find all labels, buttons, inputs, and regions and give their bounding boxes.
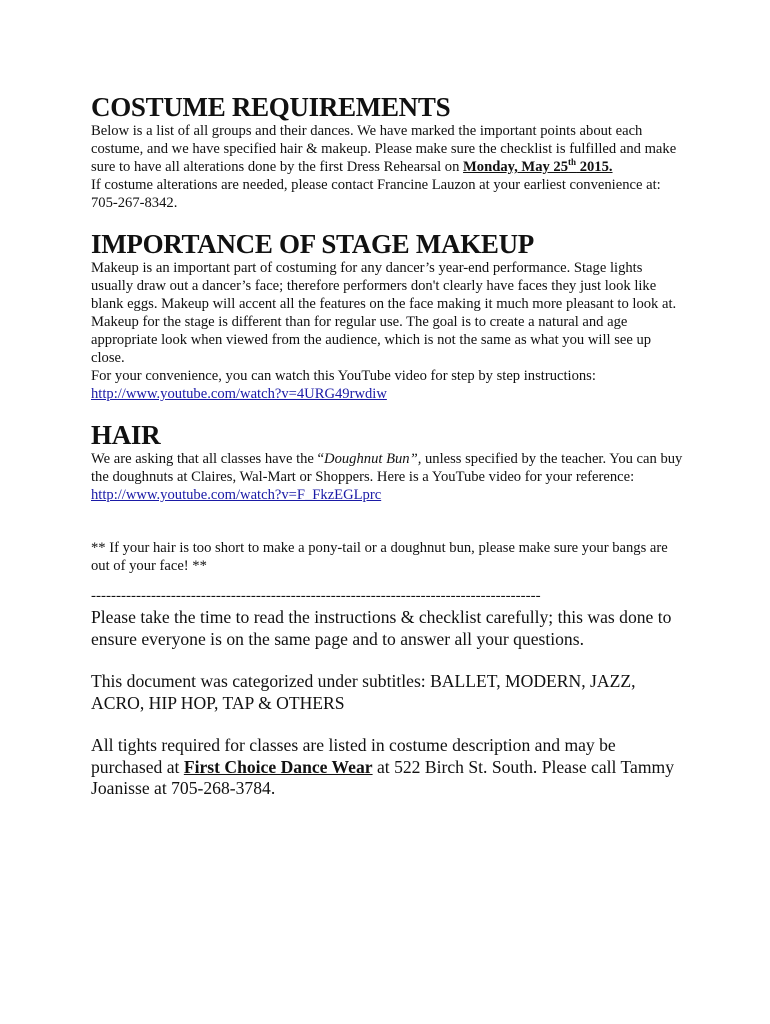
makeup-video-link[interactable]: http://www.youtube.com/watch?v=4URG49rwdiw bbox=[91, 386, 387, 402]
makeup-section bbox=[91, 229, 687, 403]
makeup-heading: IMPORTANCE OF STAGE MAKEUP bbox=[91, 229, 535, 259]
instructions-para-1: Please take the time to read the instructions & checklist carefully; this was done to ensure everyone is on the same page and to answer all your questions. bbox=[91, 607, 672, 649]
makeup-video-intro: For your convenience, you can watch this YouTube video for step by step instructions: bbox=[91, 368, 596, 384]
instructions-para-3: All tights required for classes are listed in costume description and may be purchased at First Choice Dance Wear at 522 Birch St. South. Please call Tammy Joanisse at 705-268-3784. bbox=[91, 735, 675, 798]
hair-video-link[interactable]: http://www.youtube.com/watch?v=F_FkzEGLprc bbox=[91, 487, 382, 503]
document-page bbox=[91, 92, 687, 800]
costume-body bbox=[91, 122, 687, 212]
hair-body: We are asking that all classes have the “Doughnut Bun”, unless specified by the teacher. You can buy the doughnuts at Claires, Wal-Mart or Shoppers. Here is a YouTube video for your reference: http://www.youtube.com/watch?v=F_FkzEGLprc bbox=[91, 451, 683, 503]
hair-section bbox=[91, 420, 687, 575]
instructions-section bbox=[91, 607, 687, 800]
hair-heading: HAIR bbox=[91, 420, 161, 450]
costume-body-contact: If costume alterations are needed, please contact Francine Lauzon at your earliest convenience at: 705-267-8342. bbox=[91, 177, 661, 211]
doughnut-bun-term: Doughnut Bun”, bbox=[324, 451, 422, 467]
rehearsal-date: Monday, May 25th 2015. bbox=[463, 157, 613, 175]
makeup-body: Makeup is an important part of costuming for any dancer’s year-end performance. Stage lights usually draw out a dancer’s face; therefore performers don't clearly have faces they just look like blank eggs. Makeup will accent all the features on the face making it much more pleasant to look at. Makeup for the stage is different than for regular use. The goal is to create a natural and age appropriate look when viewed from the audience, which is not the same as what you will see up close. bbox=[91, 260, 677, 366]
hair-note: ** If your hair is too short to make a pony-tail or a doughnut bun, please make sure your bangs are out of your face! ** bbox=[91, 540, 668, 574]
instructions-para-2: This document was categorized under subtitles: BALLET, MODERN, JAZZ, ACRO, HIP HOP, TAP & OTHERS bbox=[91, 671, 636, 713]
costume-section bbox=[91, 92, 687, 212]
store-name: First Choice Dance Wear bbox=[183, 756, 373, 777]
costume-heading: COSTUME REQUIREMENTS bbox=[91, 92, 451, 122]
section-divider: ------------------------------------------------------------------------------------------ bbox=[91, 588, 541, 604]
costume-body-intro: Below is a list of all groups and their dances. We have marked the important points about each costume, and we have specified hair & makeup. Please make sure the checklist is fulfilled and make sure to have all alterations done by the first Dress Rehearsal on bbox=[91, 123, 677, 175]
